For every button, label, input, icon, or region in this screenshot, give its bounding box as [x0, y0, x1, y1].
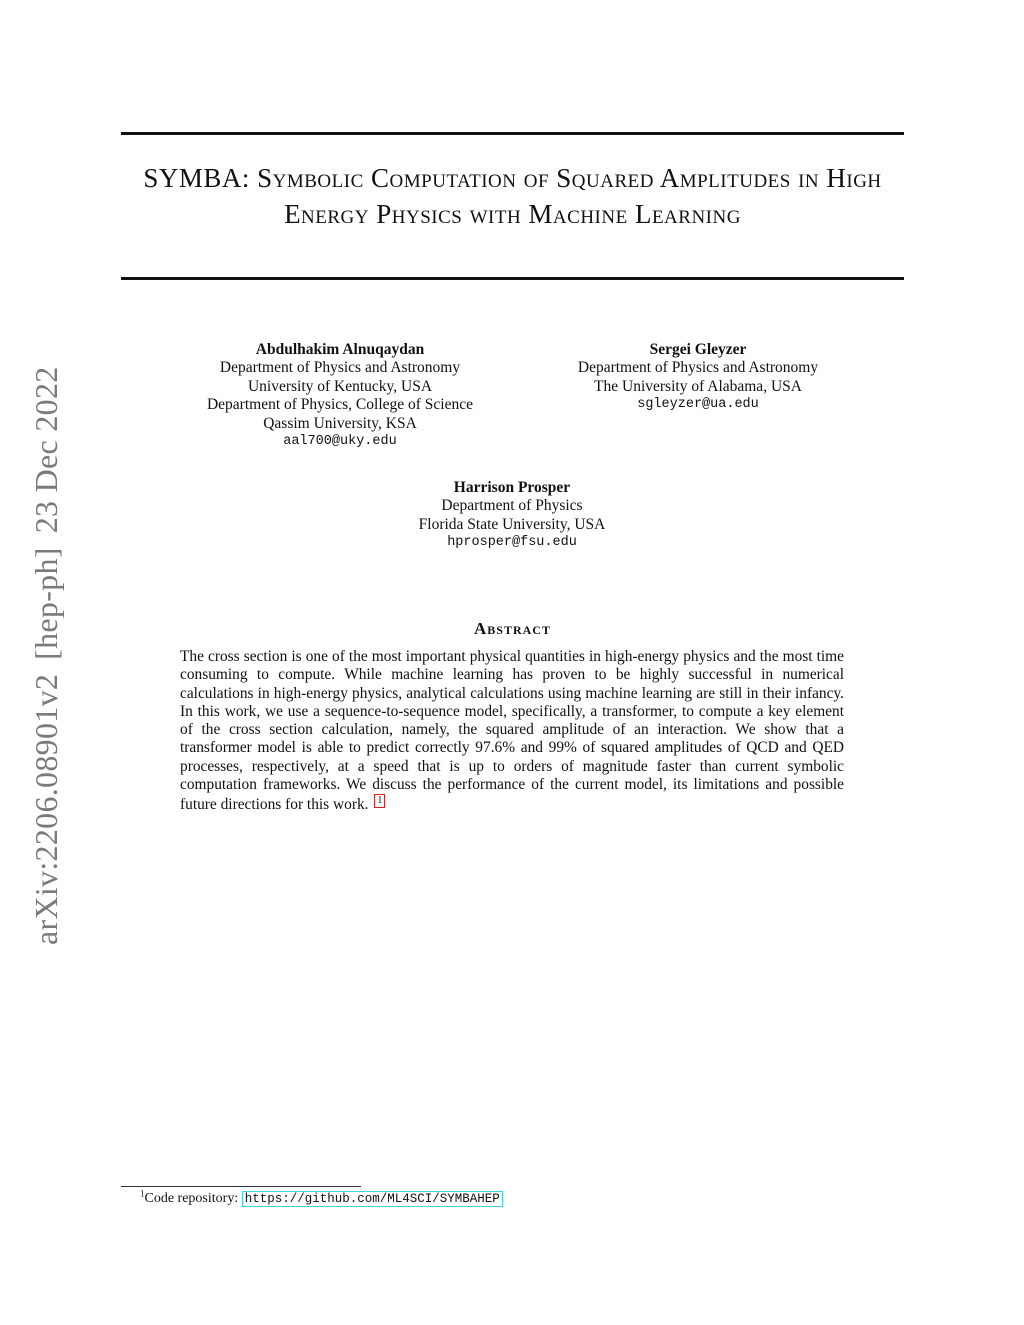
- arxiv-side-stamp: [26, 345, 66, 945]
- author-email: sgleyzer@ua.edu: [637, 397, 759, 413]
- abstract-paragraph: The cross section is one of the most important physical quantities in high-energy physics and the most time consuming to compute. While machine learning has proven to be highly successful in numerical calculations in high-energy physics, analytical calculations using machine learning are still in their infancy. In this work, we use a sequence-to-sequence model, specifically, a transformer, to compute a key element of the cross section calculation, namely, the squared amplitude of an interaction. We show that a transformer model is able to predict correctly 97.6% and 99% of squared amplitudes of QCD and QED processes, respectively, at a speed that is up to orders of magnitude faster than current symbolic computation frameworks. We discuss the performance of the current model, its limitations and possible future directions for this work.: [180, 648, 844, 814]
- arxiv-id: arXiv:2206.08901v2: [28, 673, 64, 945]
- author-affiliation-line: Department of Physics and Astronomy: [219, 359, 461, 377]
- author-affiliation-line: Department of Physics, College of Science: [206, 396, 473, 414]
- author-email: hprosper@fsu.edu: [447, 535, 577, 551]
- author-affiliation-line: Department of Physics and Astronomy: [577, 359, 819, 377]
- abstract-heading: Abstract: [474, 619, 551, 638]
- author-name: Sergei Gleyzer: [649, 341, 747, 358]
- author-block: [170, 341, 510, 451]
- abstract-text: [180, 648, 844, 815]
- author-affiliation-line: Florida State University, USA: [418, 515, 606, 533]
- author-name: Harrison Prosper: [453, 479, 571, 496]
- footnote-number: 1: [140, 1188, 145, 1199]
- footnote: [140, 1190, 840, 1208]
- title-rule-bottom: [121, 277, 904, 280]
- title-rule-top: [121, 132, 904, 135]
- arxiv-date: 23 Dec 2022: [28, 366, 64, 534]
- footnote-divider: [121, 1186, 361, 1187]
- author-affiliation-line: The University of Alabama, USA: [594, 377, 802, 395]
- author-block: [362, 479, 662, 553]
- author-name: Abdulhakim Alnuqaydan: [255, 341, 425, 358]
- arxiv-category: [hep-ph]: [28, 547, 64, 660]
- author-affiliation-line: University of Kentucky, USA: [247, 377, 433, 395]
- author-affiliation-line: Department of Physics: [441, 497, 583, 515]
- footnote-label: Code repository:: [144, 1191, 239, 1206]
- author-block: [538, 341, 858, 415]
- author-affiliation-line: Qassim University, KSA: [263, 414, 417, 432]
- paper-title: SYMBA: Symbolic Computation of Squared Amplitudes in High Energy Physics with Machine Learning: [143, 163, 882, 229]
- author-email: aal700@uky.edu: [283, 434, 397, 450]
- footnote-reference-link[interactable]: 1: [374, 794, 385, 808]
- code-repository-link[interactable]: https://github.com/ML4SCI/SYMBAHEP: [242, 1191, 503, 1207]
